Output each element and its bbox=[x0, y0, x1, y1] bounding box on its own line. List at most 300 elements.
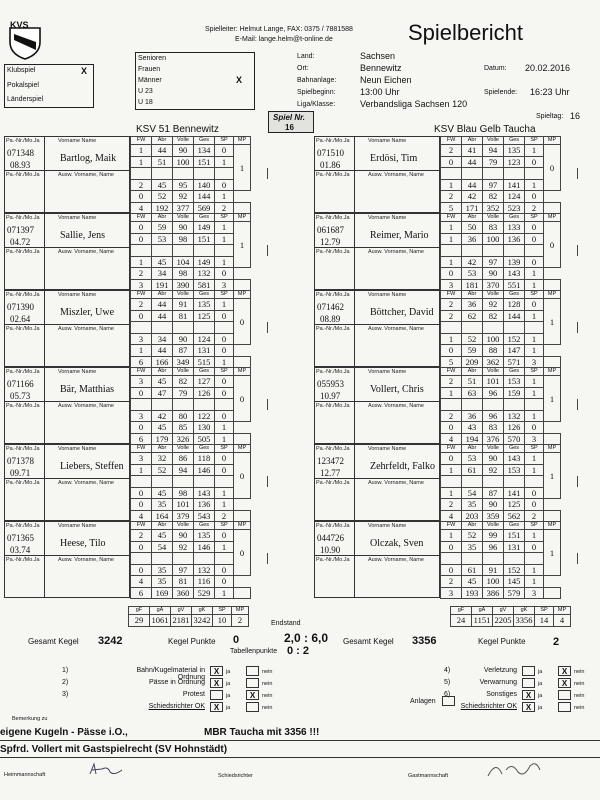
category-label: U 18 bbox=[138, 99, 153, 106]
score-cell: 1 bbox=[441, 222, 462, 234]
score-header: SP bbox=[215, 445, 234, 453]
total-cell: 349 bbox=[173, 356, 194, 368]
score-cell: 101 bbox=[173, 499, 194, 511]
total-cell: 181 bbox=[462, 279, 483, 291]
score-cell: 86 bbox=[173, 453, 194, 465]
pass-label: Pa.-Nr./Mo.Ja bbox=[316, 138, 350, 144]
score-header: Abr bbox=[152, 214, 173, 222]
score-cell: 0 bbox=[441, 422, 462, 434]
score-cell: 35 bbox=[152, 576, 173, 588]
check-ja-box[interactable]: X bbox=[210, 702, 223, 712]
score-cell: 2 bbox=[131, 299, 152, 311]
ausw-label: Ausw. Vorname, Name bbox=[58, 557, 114, 563]
mp-cell: 1 bbox=[234, 145, 251, 191]
score-cell: 0 bbox=[441, 541, 462, 553]
total-cell: 1 bbox=[525, 279, 544, 291]
check-label: Bahn/Kugelmaterial in Ordnung bbox=[136, 667, 205, 681]
info-label: Spielende: bbox=[484, 89, 518, 96]
totals-header: gF bbox=[451, 607, 472, 615]
score-header: Volle bbox=[173, 368, 194, 376]
guest-kp: 2 bbox=[553, 636, 560, 648]
pass-label: Pa.-Nr./Mo.Ja bbox=[316, 446, 350, 452]
score-cell: 144 bbox=[194, 191, 215, 203]
check-ja-box[interactable]: X bbox=[522, 690, 535, 700]
player-name: Sallie, Jens bbox=[60, 230, 105, 241]
pass-label: Pa.-Nr./Mo.Ja bbox=[6, 172, 40, 178]
score-cell: 1 bbox=[215, 541, 234, 553]
info-value: 20.02.2016 bbox=[525, 63, 571, 73]
info-value: Neun Eichen bbox=[360, 75, 412, 85]
player-score-table bbox=[130, 290, 268, 368]
score-cell: 54 bbox=[462, 487, 483, 499]
pass-label: Pa.-Nr./Mo.Ja bbox=[316, 403, 350, 409]
score-cell: 43 bbox=[462, 422, 483, 434]
score-header: SP bbox=[525, 368, 544, 376]
score-cell: 132 bbox=[194, 268, 215, 280]
score-header: Ges bbox=[194, 137, 215, 145]
total-cell: 179 bbox=[152, 433, 173, 445]
score-header: MP bbox=[544, 445, 561, 453]
score-cell: 90 bbox=[173, 222, 194, 234]
totals-header: gV bbox=[493, 607, 514, 615]
player-name: Reimer, Mario bbox=[370, 230, 429, 241]
ja-label: ja bbox=[538, 705, 543, 711]
score-header: Abr bbox=[152, 522, 173, 530]
score-cell: 1 bbox=[131, 256, 152, 268]
home-totals-table bbox=[128, 606, 249, 627]
player-name: Erdösi, Tim bbox=[370, 153, 418, 164]
score-cell: 90 bbox=[173, 530, 194, 542]
nein-label: nein bbox=[574, 693, 585, 699]
check-number: 2) bbox=[62, 679, 69, 686]
score-cell: 143 bbox=[504, 268, 525, 280]
score-header: SP bbox=[215, 291, 234, 299]
score-cell: 1 bbox=[525, 464, 544, 476]
check-ja-box[interactable]: X bbox=[210, 678, 223, 688]
score-cell: 80 bbox=[173, 410, 194, 422]
score-cell: 0 bbox=[131, 233, 152, 245]
player-score-table bbox=[440, 213, 578, 291]
total-cell: 2 bbox=[525, 202, 544, 214]
total-cell: 569 bbox=[194, 202, 215, 214]
player-pass: 071378 bbox=[7, 456, 34, 466]
score-cell: 152 bbox=[504, 564, 525, 576]
total-cell: 570 bbox=[504, 433, 525, 445]
home-kp: 0 bbox=[233, 634, 240, 646]
score-cell: 1 bbox=[525, 145, 544, 157]
score-header: Abr bbox=[462, 445, 483, 453]
score-header: SP bbox=[215, 214, 234, 222]
check-nein-box[interactable]: X bbox=[558, 678, 571, 688]
total-cell: 6 bbox=[131, 356, 152, 368]
score-cell: 143 bbox=[504, 453, 525, 465]
gesamt-label: Gesamt Kegel bbox=[343, 637, 394, 646]
score-cell: 101 bbox=[483, 376, 504, 388]
score-cell: 0 bbox=[131, 487, 152, 499]
totals-header: gF bbox=[129, 607, 150, 615]
score-cell: 0 bbox=[215, 530, 234, 542]
total-cell: 164 bbox=[152, 510, 173, 522]
score-header: MP bbox=[234, 291, 251, 299]
tabellen-label: Tabellenpunkte bbox=[230, 648, 278, 655]
check-ja-box[interactable] bbox=[522, 678, 535, 688]
score-cell: 0 bbox=[131, 191, 152, 203]
name-label: Vorname Name bbox=[58, 215, 97, 221]
totals-header: gK bbox=[514, 607, 535, 615]
score-cell: 1 bbox=[441, 464, 462, 476]
check-label: Schiedsrichter OK bbox=[460, 703, 517, 710]
info-value: Verbandsliga Sachsen 120 bbox=[360, 99, 468, 109]
endstand-label: Endstand bbox=[271, 620, 301, 627]
score-cell: 0 bbox=[525, 222, 544, 234]
score-cell: 0 bbox=[215, 464, 234, 476]
score-cell: 1 bbox=[525, 268, 544, 280]
check-ja-box[interactable] bbox=[522, 666, 535, 676]
type-label: Klubspiel bbox=[7, 67, 36, 74]
score-cell: 44 bbox=[462, 156, 483, 168]
total-cell: 4 bbox=[441, 433, 462, 445]
score-cell: 0 bbox=[215, 145, 234, 157]
guest-totals-table bbox=[450, 606, 571, 627]
check-number: 4) bbox=[444, 667, 451, 674]
player-name: Zehrfeldt, Falko bbox=[370, 461, 435, 472]
totals-header: gV bbox=[171, 607, 192, 615]
totals-header: gK bbox=[192, 607, 213, 615]
pass-label: Pa.-Nr./Mo.Ja bbox=[316, 326, 350, 332]
score-header: Ges bbox=[504, 214, 525, 222]
score-cell: 45 bbox=[152, 179, 173, 191]
total-cell: 3 bbox=[215, 279, 234, 291]
score-cell: 96 bbox=[483, 541, 504, 553]
score-cell: 141 bbox=[504, 487, 525, 499]
player-score-table bbox=[440, 444, 578, 522]
score-cell: 1 bbox=[215, 222, 234, 234]
ausw-label: Ausw. Vorname, Name bbox=[58, 172, 114, 178]
score-cell: 0 bbox=[525, 156, 544, 168]
info-value: Sachsen bbox=[360, 51, 396, 61]
score-header: SP bbox=[525, 522, 544, 530]
score-cell: 0 bbox=[215, 268, 234, 280]
ausw-label: Ausw. Vorname, Name bbox=[58, 403, 114, 409]
score-cell: 94 bbox=[483, 145, 504, 157]
spiel-nr-box bbox=[268, 111, 314, 133]
mp-cell: 0 bbox=[234, 453, 251, 499]
score-cell: 124 bbox=[194, 333, 215, 345]
score-cell: 51 bbox=[152, 156, 173, 168]
footer-gast: Gastmannschaft bbox=[408, 773, 449, 779]
anlagen-box[interactable] bbox=[442, 696, 455, 706]
score-cell: 62 bbox=[462, 310, 483, 322]
pass-label: Pa.-Nr./Mo.Ja bbox=[6, 249, 40, 255]
score-cell: 0 bbox=[215, 576, 234, 588]
score-cell: 91 bbox=[173, 299, 194, 311]
player-name: Böttcher, David bbox=[370, 307, 434, 318]
score-header: FW bbox=[441, 291, 462, 299]
info-label: Bahnanlage: bbox=[297, 77, 337, 84]
score-header: Ges bbox=[194, 214, 215, 222]
score-cell: 0 bbox=[215, 410, 234, 422]
score-cell: 126 bbox=[504, 422, 525, 434]
score-cell: 131 bbox=[194, 345, 215, 357]
check-ja-box[interactable]: X bbox=[522, 702, 535, 712]
score-cell: 123 bbox=[504, 156, 525, 168]
score-header: Abr bbox=[462, 291, 483, 299]
score-cell: 44 bbox=[152, 299, 173, 311]
check-nein-box[interactable]: X bbox=[558, 666, 571, 676]
nein-label: nein bbox=[262, 693, 273, 699]
player-score-table bbox=[440, 290, 578, 368]
player-name: Olczak, Sven bbox=[370, 538, 424, 549]
category-label: Frauen bbox=[138, 66, 161, 73]
score-cell: 91 bbox=[483, 564, 504, 576]
score-cell: 52 bbox=[152, 464, 173, 476]
player-score-table bbox=[130, 521, 268, 599]
category-mark: X bbox=[236, 75, 243, 85]
pass-label: Pa.-Nr./Mo.Ja bbox=[316, 172, 350, 178]
total-cell: 551 bbox=[504, 279, 525, 291]
player-birth: 08.89 bbox=[320, 314, 341, 324]
info-label: Land: bbox=[297, 53, 315, 60]
score-cell: 41 bbox=[462, 145, 483, 157]
total-cell: 2 bbox=[215, 202, 234, 214]
score-header: Abr bbox=[152, 445, 173, 453]
page-title: Spielbericht bbox=[408, 20, 523, 45]
info-label: Spieltag: bbox=[536, 113, 564, 120]
score-header: Volle bbox=[483, 445, 504, 453]
info-label: Datum: bbox=[484, 65, 507, 72]
score-cell: 124 bbox=[504, 191, 525, 203]
pass-label: Pa.-Nr./Mo.Ja bbox=[6, 557, 40, 563]
totals-header: MP bbox=[232, 607, 249, 615]
check-number: 3) bbox=[62, 691, 69, 698]
total-cell: 529 bbox=[194, 587, 215, 599]
score-cell: 3 bbox=[131, 410, 152, 422]
total-cell: 193 bbox=[462, 587, 483, 599]
player-score-table bbox=[440, 136, 578, 214]
total-cell: 1 bbox=[215, 433, 234, 445]
home-team-name: KSV 51 Bennewitz bbox=[136, 124, 219, 135]
check-nein-box[interactable] bbox=[246, 666, 259, 676]
score-cell: 45 bbox=[152, 422, 173, 434]
totals-cell: 1061 bbox=[151, 615, 169, 626]
ja-label: ja bbox=[226, 669, 231, 675]
score-cell: 1 bbox=[525, 530, 544, 542]
score-cell: 53 bbox=[462, 453, 483, 465]
score-header: Ges bbox=[504, 368, 525, 376]
player-birth: 04.72 bbox=[10, 237, 31, 247]
guest-gesamt: 3356 bbox=[412, 635, 437, 647]
score-cell: 97 bbox=[483, 256, 504, 268]
mp-cell: 1 bbox=[544, 376, 561, 422]
player-pass: 071348 bbox=[7, 148, 34, 158]
score-cell: 0 bbox=[215, 345, 234, 357]
score-cell: 0 bbox=[525, 233, 544, 245]
name-label: Vorname Name bbox=[368, 523, 407, 529]
player-birth: 03.74 bbox=[10, 545, 31, 555]
check-nein-box[interactable]: X bbox=[246, 690, 259, 700]
score-header: FW bbox=[441, 137, 462, 145]
score-cell: 36 bbox=[462, 233, 483, 245]
score-cell: 0 bbox=[215, 333, 234, 345]
score-cell: 35 bbox=[152, 564, 173, 576]
player-birth: 10.97 bbox=[320, 391, 341, 401]
score-cell: 145 bbox=[504, 576, 525, 588]
score-cell: 45 bbox=[152, 376, 173, 388]
score-header: FW bbox=[441, 368, 462, 376]
score-cell: 122 bbox=[194, 410, 215, 422]
remarks-line-1b: MBR Taucha mit 3356 !!! bbox=[204, 727, 320, 738]
score-cell: 1 bbox=[525, 410, 544, 422]
total-cell: 3 bbox=[441, 587, 462, 599]
score-cell: 1 bbox=[441, 333, 462, 345]
info-value: 16 bbox=[570, 111, 581, 121]
check-nein-box[interactable] bbox=[558, 702, 571, 712]
score-cell: 159 bbox=[504, 387, 525, 399]
totals-cell: 3356 bbox=[515, 615, 533, 626]
remarks-label: Bemerkung zu bbox=[12, 716, 48, 722]
check-label: Verwarnung bbox=[479, 679, 517, 686]
total-cell: 370 bbox=[483, 279, 504, 291]
endstand-value: 2,0 : 6,0 bbox=[284, 631, 329, 645]
score-cell: 1 bbox=[215, 499, 234, 511]
check-ja-box[interactable]: X bbox=[210, 666, 223, 676]
score-cell: 1 bbox=[525, 310, 544, 322]
score-cell: 2 bbox=[441, 299, 462, 311]
score-cell: 146 bbox=[194, 464, 215, 476]
ausw-label: Ausw. Vorname, Name bbox=[58, 249, 114, 255]
score-header: Abr bbox=[462, 137, 483, 145]
score-cell: 1 bbox=[441, 487, 462, 499]
score-cell: 61 bbox=[462, 464, 483, 476]
player-pass: 044726 bbox=[317, 533, 344, 543]
check-nein-box[interactable] bbox=[558, 690, 571, 700]
check-label: Schiedsrichter OK bbox=[148, 703, 205, 710]
total-cell: 3 bbox=[441, 279, 462, 291]
score-header: Volle bbox=[173, 291, 194, 299]
totals-header: MP bbox=[554, 607, 571, 615]
score-cell: 0 bbox=[131, 499, 152, 511]
check-ja-box[interactable] bbox=[210, 690, 223, 700]
score-header: MP bbox=[234, 137, 251, 145]
check-nein-box[interactable] bbox=[246, 678, 259, 688]
score-cell: 52 bbox=[152, 191, 173, 203]
score-cell: 0 bbox=[525, 487, 544, 499]
score-cell: 1 bbox=[441, 530, 462, 542]
pass-label: Pa.-Nr./Mo.Ja bbox=[316, 369, 350, 375]
score-header: Ges bbox=[504, 137, 525, 145]
match-type-box bbox=[4, 64, 94, 108]
total-cell: 191 bbox=[152, 279, 173, 291]
logo-text: KVS bbox=[10, 20, 29, 30]
kvs-logo bbox=[6, 22, 44, 60]
score-cell: 53 bbox=[462, 268, 483, 280]
total-cell: 379 bbox=[173, 510, 194, 522]
score-header: Volle bbox=[483, 214, 504, 222]
score-cell: 79 bbox=[173, 387, 194, 399]
score-cell: 3 bbox=[131, 453, 152, 465]
score-header: FW bbox=[131, 368, 152, 376]
player-pass: 123472 bbox=[317, 456, 344, 466]
total-cell: 390 bbox=[173, 279, 194, 291]
score-cell: 1 bbox=[441, 233, 462, 245]
score-cell: 0 bbox=[215, 376, 234, 388]
score-cell: 1 bbox=[525, 453, 544, 465]
check-nein-box[interactable] bbox=[246, 702, 259, 712]
score-header: MP bbox=[544, 291, 561, 299]
score-header: MP bbox=[544, 137, 561, 145]
score-cell: 35 bbox=[462, 499, 483, 511]
score-cell: 45 bbox=[462, 576, 483, 588]
nein-label: nein bbox=[574, 669, 585, 675]
score-cell: 0 bbox=[441, 453, 462, 465]
score-cell: 1 bbox=[215, 233, 234, 245]
score-cell: 79 bbox=[483, 156, 504, 168]
score-cell: 0 bbox=[215, 310, 234, 322]
score-cell: 153 bbox=[504, 464, 525, 476]
score-cell: 116 bbox=[194, 576, 215, 588]
pass-label: Pa.-Nr./Mo.Ja bbox=[6, 480, 40, 486]
score-cell: 88 bbox=[483, 345, 504, 357]
check-label: Pässe in Ordnung bbox=[148, 679, 205, 686]
score-cell: 100 bbox=[483, 576, 504, 588]
total-cell: 3 bbox=[525, 433, 544, 445]
pass-label: Pa.-Nr./Mo.Ja bbox=[6, 138, 40, 144]
guest-team-name: KSV Blau Gelb Taucha bbox=[434, 124, 536, 135]
score-cell: 92 bbox=[173, 541, 194, 553]
score-cell: 47 bbox=[152, 387, 173, 399]
score-cell: 42 bbox=[462, 256, 483, 268]
tabellen-value: 0 : 2 bbox=[287, 645, 310, 657]
score-cell: 1 bbox=[215, 256, 234, 268]
pass-label: Pa.-Nr./Mo.Ja bbox=[316, 557, 350, 563]
ja-label: ja bbox=[226, 693, 231, 699]
score-cell: 81 bbox=[173, 576, 194, 588]
email-line: E-Mail: lange.helm@t-online.de bbox=[235, 36, 333, 43]
score-header: Ges bbox=[194, 368, 215, 376]
score-cell: 96 bbox=[483, 387, 504, 399]
score-cell: 85 bbox=[173, 422, 194, 434]
score-header: Ges bbox=[504, 445, 525, 453]
ausw-label: Ausw. Vorname, Name bbox=[368, 480, 424, 486]
total-cell: 515 bbox=[194, 356, 215, 368]
pass-label: Pa.-Nr./Mo.Ja bbox=[316, 249, 350, 255]
totals-header: gA bbox=[150, 607, 171, 615]
score-cell: 97 bbox=[173, 564, 194, 576]
score-cell: 151 bbox=[194, 233, 215, 245]
score-cell: 92 bbox=[483, 299, 504, 311]
score-cell: 0 bbox=[441, 564, 462, 576]
score-header: FW bbox=[441, 445, 462, 453]
score-cell: 87 bbox=[483, 487, 504, 499]
score-cell: 90 bbox=[483, 268, 504, 280]
score-cell: 139 bbox=[504, 256, 525, 268]
score-cell: 63 bbox=[462, 387, 483, 399]
score-cell: 82 bbox=[483, 310, 504, 322]
name-label: Vorname Name bbox=[368, 292, 407, 298]
player-score-table bbox=[130, 367, 268, 445]
total-cell: 581 bbox=[194, 279, 215, 291]
home-gesamt: 3242 bbox=[98, 635, 123, 647]
score-cell: 42 bbox=[462, 191, 483, 203]
totals-header: SP bbox=[535, 607, 554, 615]
player-score-table bbox=[440, 521, 578, 599]
anlagen-label: Anlagen bbox=[410, 698, 436, 705]
player-name: Miszler, Uwe bbox=[60, 307, 115, 318]
total-cell: 192 bbox=[152, 202, 173, 214]
score-cell: 1 bbox=[525, 387, 544, 399]
score-cell: 133 bbox=[504, 222, 525, 234]
score-header: Volle bbox=[173, 522, 194, 530]
